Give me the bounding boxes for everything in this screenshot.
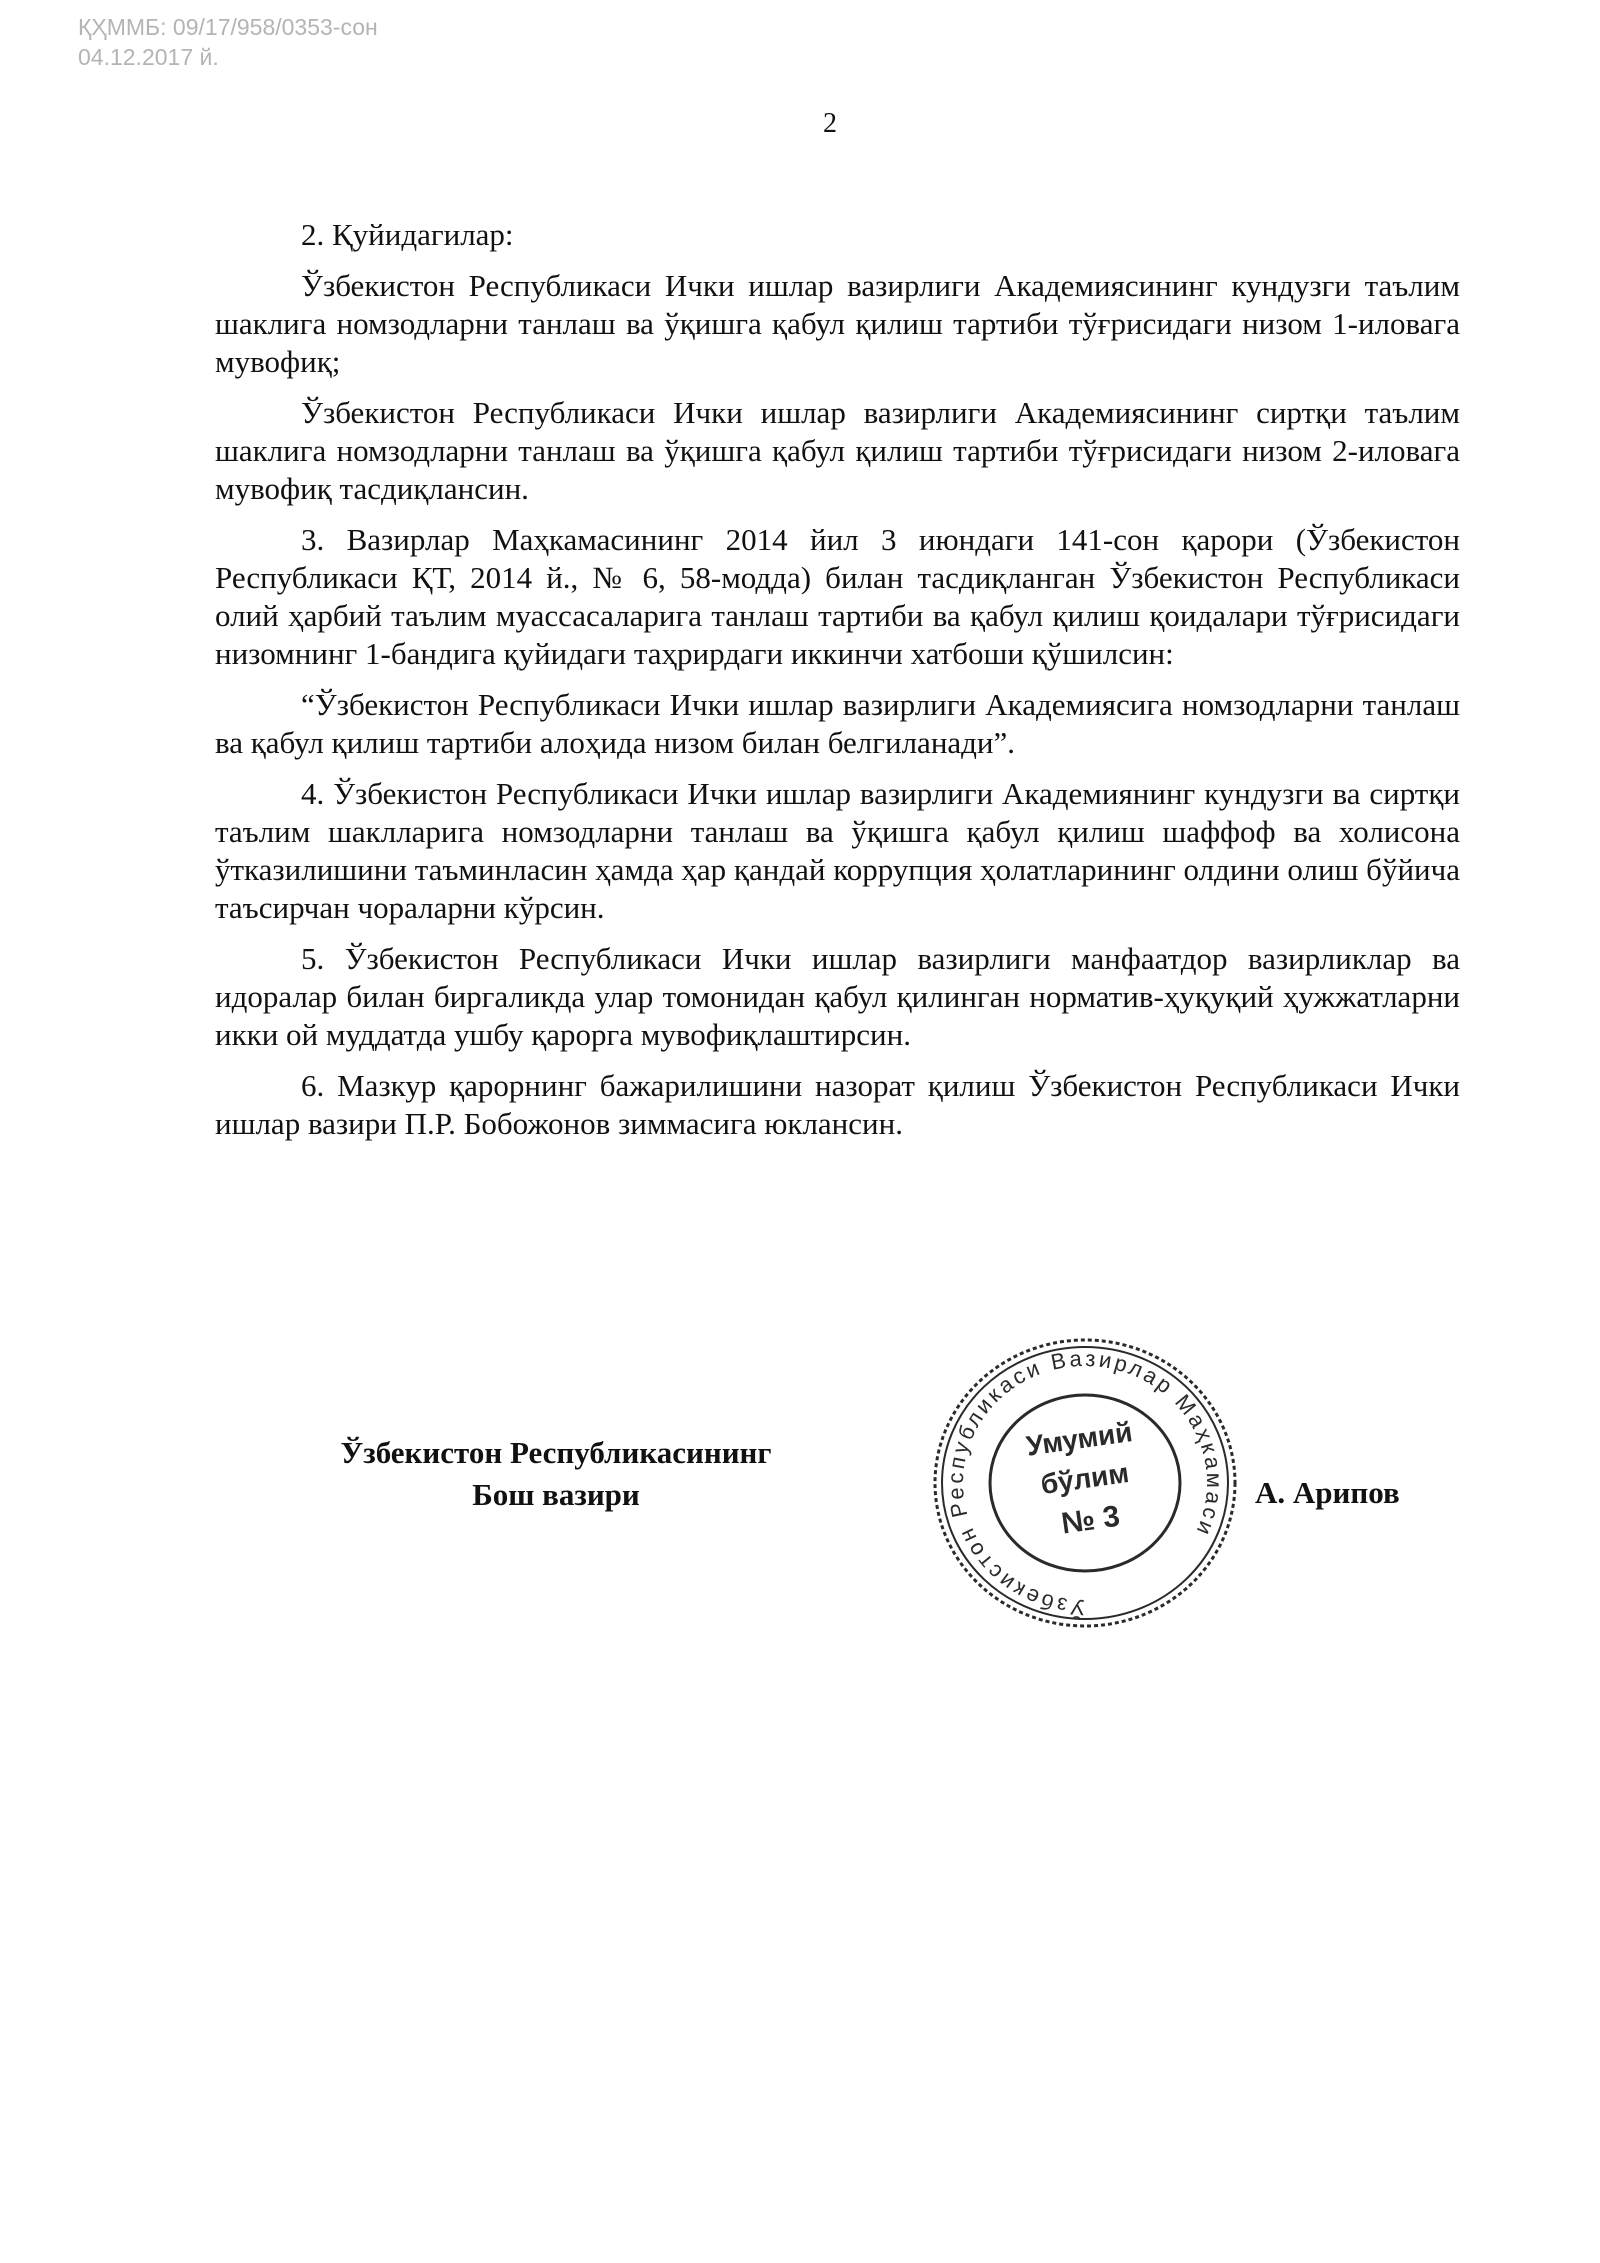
- registration-stamp: [78, 12, 378, 72]
- signer-title-line1: Ўзбекистон Республикасининг: [340, 1435, 772, 1470]
- page-number: 2: [823, 108, 837, 139]
- paragraph-daytime-regulation: Ўзбекистон Республикаси Ички ишлар вазирлиги Академиясининг кундузги таълим шаклига номзодларни танлаш ва ўқишга қабул қилиш тартиби тўғрисидаги низом 1-иловага мувофиқ;: [215, 268, 1460, 379]
- signer-title-line2: Бош вазири: [472, 1477, 640, 1512]
- document-body: [215, 216, 1460, 1156]
- seal-inner-line1: Умумий: [1024, 1416, 1135, 1462]
- paragraph-item-6: 6. Мазкур қарорнинг бажарилишини назорат қилиш Ўзбекистон Республикаси Ички ишлар вазири П.Р. Бобожонов зиммасига юклансин.: [215, 1068, 1460, 1141]
- registration-date: 04.12.2017 й.: [78, 44, 219, 70]
- seal-ring-text-path: Ўзбекистон Республикаси Вазирлар Маҳкамаси: [942, 1345, 1228, 1621]
- paragraph-item-3: 3. Вазирлар Маҳкамасининг 2014 йил 3 июндаги 141-сон қарори (Ўзбекистон Республикаси ҚТ, 2014 й., № 6, 58-модда) билан тасдиқланган Ўзбекистон Республикаси олий ҳарбий таълим муассасаларига танлаш тартиби ва қабул қилиш қоидалари тўғрисидаги низомнинг 1-бандига қуйидаги таҳрирдаги иккинчи хатбоши қўшилсин:: [215, 522, 1460, 671]
- paragraph-quoted-addition: “Ўзбекистон Республикаси Ички ишлар вазирлиги Академиясига номзодларни танлаш ва қабул қилиш тартиби алоҳида низом билан белгиланади”.: [215, 687, 1460, 760]
- registration-number: ҚҲММБ: 09/17/958/0353-сон: [78, 14, 378, 40]
- signer-title: [296, 1432, 816, 1516]
- seal-inner-line3: № 3: [1059, 1499, 1122, 1541]
- paragraph-extramural-regulation: Ўзбекистон Республикаси Ички ишлар вазирлиги Академиясининг сиртқи таълим шаклига номзодларни танлаш ва ўқишга қабул қилиш тартиби тўғрисидаги низом 2-иловага мувофиқ тасдиқлансин.: [215, 395, 1460, 506]
- signer-name: А. Арипов: [1255, 1475, 1400, 1510]
- official-seal: [920, 1330, 1250, 1630]
- seal-inner-line2: бўлим: [1038, 1457, 1131, 1501]
- paragraph-item-5: 5. Ўзбекистон Республикаси Ички ишлар вазирлиги манфаатдор вазирликлар ва идоралар билан биргаликда улар томонидан қабул қилинган норматив-ҳуқуқий ҳужжатларни икки ой муддатда ушбу қарорга мувофиқлаштирсин.: [215, 941, 1460, 1052]
- paragraph-item-4: 4. Ўзбекистон Республикаси Ички ишлар вазирлиги Академиянинг кундузги ва сиртқи таълим шаклларига номзодларни танлаш ва ўқишга қабул қилиш шаффоф ва холисона ўтказилишини таъминласин ҳамда ҳар қандай коррупция ҳолатларининг олдини олиш бўйича таъсирчан чораларни кўрсин.: [215, 776, 1460, 925]
- paragraph-item-2-heading: 2. Қуйидагилар:: [301, 217, 514, 252]
